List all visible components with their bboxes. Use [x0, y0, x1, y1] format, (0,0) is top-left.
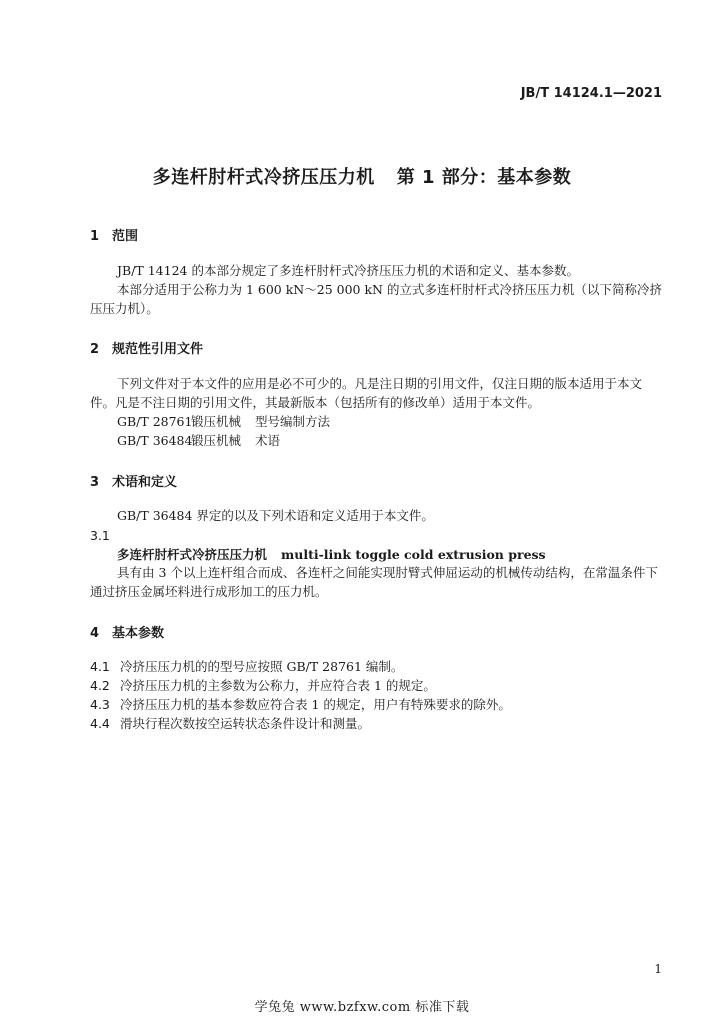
- standard-code: JB/T 14124.1—2021: [520, 86, 662, 101]
- term-number: 3.1: [90, 528, 110, 543]
- section-3-para: GB/T 36484 界定的以及下列术语和定义适用于本文件。: [117, 508, 434, 523]
- term-definition: 具有由 3 个以上连杆组合而成、各连杆之间能实现肘臂式伸屈运动的机械传动结构，在常温条件下通过挤压金属坯料进行成形加工的压力机。: [90, 565, 658, 599]
- title-part: 第 1 部分：基本参数: [396, 167, 572, 188]
- clause-4-2: 4.2 冷挤压压力机的主参数为公称力，并应符合表 1 的规定。: [90, 678, 436, 693]
- reference-gbt-36484: GB/T 36484锻压机械 术语: [117, 433, 281, 448]
- section-3-heading: 3 术语和定义: [90, 475, 178, 490]
- reference-gbt-28761: GB/T 28761锻压机械 型号编制方法: [117, 414, 331, 429]
- clause-4-1: 4.1 冷挤压压力机的的型号应按照 GB/T 28761 编制。: [90, 659, 404, 674]
- term-cn: 多连杆肘杆式冷挤压压力机: [117, 547, 268, 562]
- term-en: multi-link toggle cold extrusion press: [281, 547, 546, 562]
- clause-4-3: 4.3 冷挤压压力机的基本参数应符合表 1 的规定，用户有特殊要求的除外。: [90, 697, 511, 712]
- section-4-heading: 4 基本参数: [90, 626, 165, 641]
- footer-watermark: 学兔兔 www.bzfxw.com 标准下载: [254, 1000, 470, 1015]
- term-heading: [117, 545, 546, 563]
- page-number: 1: [654, 962, 662, 976]
- title-main: 多连杆肘杆式冷挤压压力机: [152, 167, 375, 188]
- section-2-para: 下列文件对于本文件的应用是必不可少的。凡是注日期的引用文件，仅注日期的版本适用于本文件。凡是不注日期的引用文件，其最新版本（包括所有的修改单）适用于本文件。: [90, 376, 643, 410]
- section-1-heading: 1 范围: [90, 229, 139, 244]
- clause-4-4: 4.4 滑块行程次数按空运转状态条件设计和测量。: [90, 716, 371, 731]
- document-title: [0, 163, 724, 189]
- section-1-para-1: JB/T 14124 的本部分规定了多连杆肘杆式冷挤压压力机的术语和定义、基本参数。: [117, 263, 579, 278]
- section-1-para-2: 本部分适用于公称力为 1 600 kN～25 000 kN 的立式多连杆肘杆式冷挤压压力机（以下简称冷挤压压力机）。: [90, 282, 662, 316]
- section-2-heading: 2 规范性引用文件: [90, 342, 204, 357]
